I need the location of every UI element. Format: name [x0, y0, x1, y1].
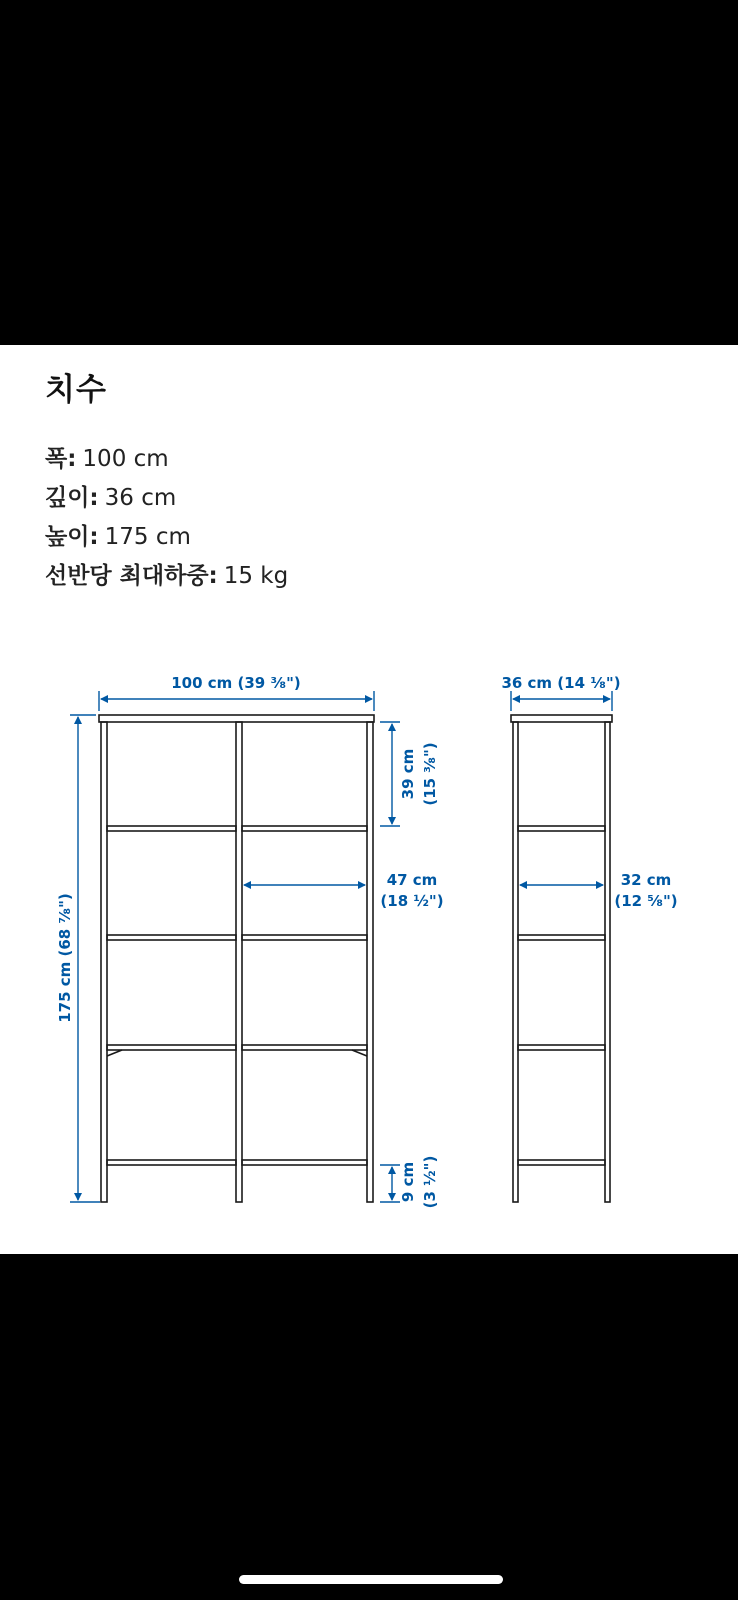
- front-shelf: [107, 1160, 236, 1165]
- side-view-shelf: [511, 715, 612, 1202]
- front-shelf: [242, 1160, 367, 1165]
- side-back-post: [605, 722, 610, 1202]
- front-top-panel: [99, 715, 374, 722]
- front-shelf: [107, 1045, 236, 1050]
- front-shelf: [107, 826, 236, 831]
- bottom-gap-cm-label: 9 cm: [399, 1161, 417, 1203]
- side-shelf: [518, 1160, 605, 1165]
- spec-max-load: [45, 557, 288, 596]
- front-brace: [107, 1050, 122, 1056]
- side-shelf: [518, 935, 605, 940]
- home-indicator[interactable]: [239, 1575, 503, 1584]
- page-title: 치수: [45, 372, 107, 408]
- front-shelf: [107, 935, 236, 940]
- spec-label: 깊이:: [45, 485, 99, 511]
- spec-height: [45, 518, 288, 557]
- bottom-gap-in-label: (3 ½"): [421, 1155, 439, 1209]
- front-right-post: [367, 722, 373, 1202]
- inner-width-in-label: (18 ½"): [380, 892, 444, 910]
- side-top-panel: [511, 715, 612, 722]
- side-shelf: [518, 1045, 605, 1050]
- inner-depth-in-label: (12 ⁵⁄₈"): [614, 892, 678, 910]
- dimension-lines: [70, 691, 612, 1202]
- spec-label: 높이:: [45, 524, 99, 550]
- spec-width: [45, 440, 288, 479]
- inner-depth-cm-label: 32 cm: [620, 871, 672, 889]
- spec-value: 100 cm: [82, 446, 169, 472]
- front-left-post: [101, 722, 107, 1202]
- spec-value: 15 kg: [223, 563, 289, 589]
- front-shelf: [242, 1045, 367, 1050]
- side-shelf: [518, 826, 605, 831]
- spec-value: 36 cm: [104, 485, 177, 511]
- side-depth-label: 36 cm (14 ¹⁄₈"): [501, 674, 621, 692]
- front-view-shelf: [99, 715, 374, 1202]
- spec-list: [45, 440, 288, 596]
- front-middle-post: [236, 722, 242, 1202]
- spec-depth: [45, 479, 288, 518]
- shelf-gap-in-label: (15 ³⁄₈"): [421, 742, 439, 806]
- side-front-post: [513, 722, 518, 1202]
- spec-label: 폭:: [45, 446, 77, 472]
- front-shelf: [242, 935, 367, 940]
- dimension-diagram: [0, 615, 738, 1245]
- shelf-gap-cm-label: 39 cm: [399, 748, 417, 800]
- height-label: 175 cm (68 ⁷⁄₈"): [56, 893, 74, 1023]
- front-brace: [352, 1050, 367, 1056]
- front-width-label: 100 cm (39 ³⁄₈"): [171, 674, 301, 692]
- spec-label: 선반당 최대하중:: [45, 563, 218, 589]
- inner-width-cm-label: 47 cm: [386, 871, 438, 889]
- spec-value: 175 cm: [104, 524, 191, 550]
- front-shelf: [242, 826, 367, 831]
- dimensions-panel: [0, 345, 738, 1254]
